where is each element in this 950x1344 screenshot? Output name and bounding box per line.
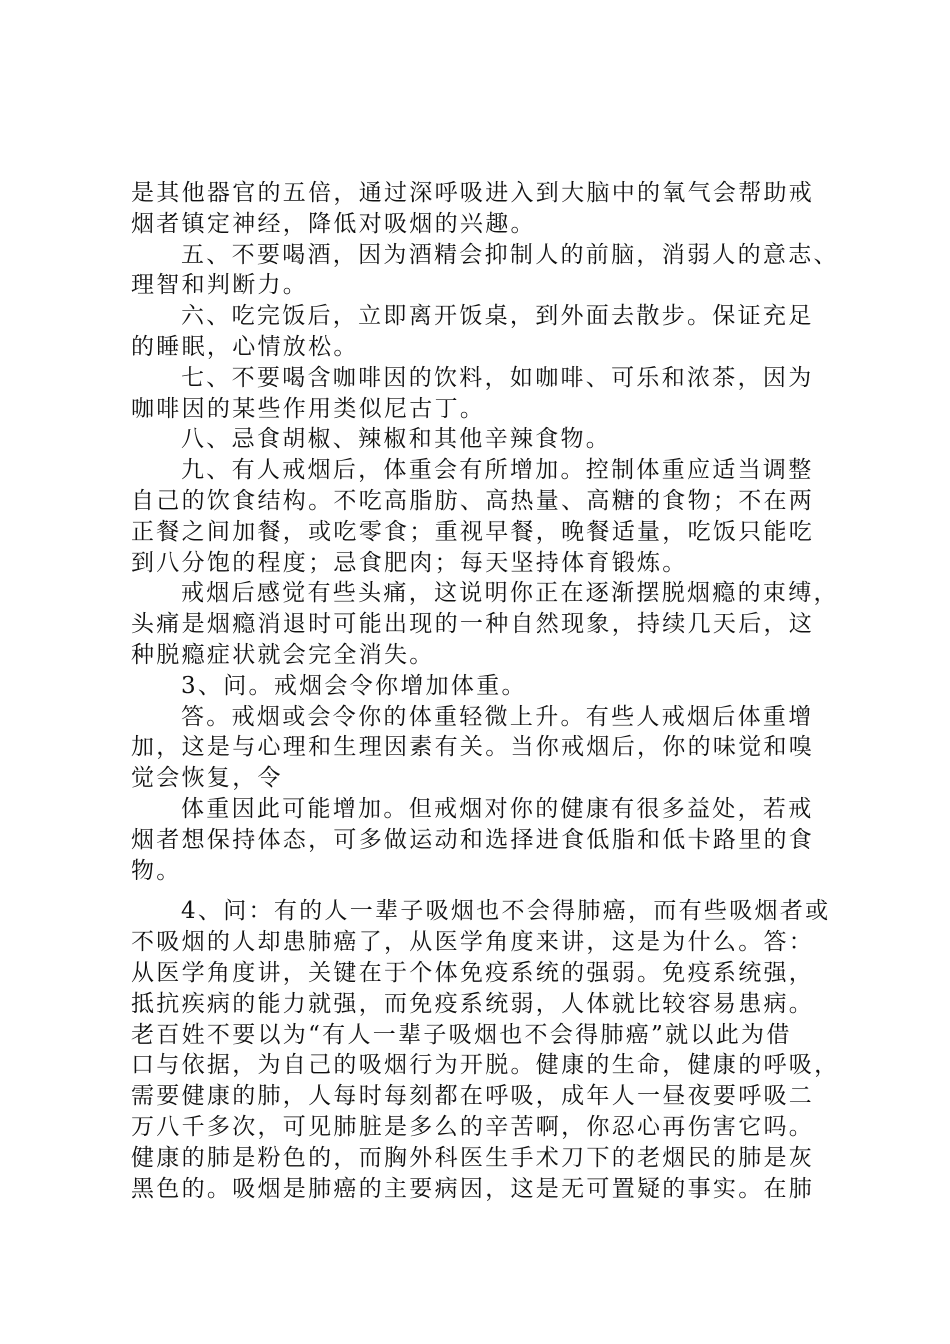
text-line: 答。戒烟或会令你的体重轻微上升。有些人戒烟后体重增 [181, 703, 814, 730]
text-line: 物。 [131, 857, 182, 884]
text-line: 不吸烟的人却患肺癌了，从医学角度来讲，这是为什么。答： [131, 929, 815, 956]
text-line: 烟者想保持体态，可多做运动和选择进食低脂和低卡路里的食 [131, 826, 815, 853]
text-line: 觉会恢复，令 [131, 765, 283, 792]
text-line: 六、吃完饭后，立即离开饭桌，到外面去散步。保证充足 [181, 303, 814, 330]
text-line: 抵抗疾病的能力就强，而免疫系统弱，人体就比较容易患病。 [131, 990, 815, 1017]
paragraph-gap [131, 886, 843, 896]
text-line: 戒烟后感觉有些头痛，这说明你正在逐渐摆脱烟瘾的束缚， [181, 580, 839, 607]
document-body [131, 178, 843, 1204]
text-line: 3、问。戒烟会令你增加体重。 [181, 672, 527, 699]
text-line: 八、忌食胡椒、辣椒和其他辛辣食物。 [181, 426, 612, 453]
text-line: 黑色的。吸烟是肺癌的主要病因，这是无可置疑的事实。在肺 [131, 1175, 815, 1202]
text-line: 种脱瘾症状就会完全消失。 [131, 641, 435, 668]
text-line: 4、问：有的人一辈子吸烟也不会得肺癌，而有些吸烟者或 [181, 898, 831, 925]
text-line: 九、有人戒烟后，体重会有所增加。控制体重应适当调整 [181, 457, 814, 484]
text-line: 体重因此可能增加。但戒烟对你的健康有很多益处，若戒 [181, 795, 814, 822]
text-line: 老百姓不要以为“有人一辈子吸烟也不会得肺癌”就以此为借 [131, 1021, 792, 1048]
text-line: 头痛是烟瘾消退时可能出现的一种自然现象，持续几天后，这 [131, 611, 815, 638]
text-line: 从医学角度讲，关键在于个体免疫系统的强弱。免疫系统强， [131, 959, 815, 986]
text-line: 正餐之间加餐，或吃零食；重视早餐，晚餐适量，吃饭只能吃 [131, 518, 815, 545]
text-line: 的睡眠，心情放松。 [131, 333, 359, 360]
text-line: 烟者镇定神经，降低对吸烟的兴趣。 [131, 210, 536, 237]
text-line: 需要健康的肺，人每时每刻都在呼吸，成年人一昼夜要呼吸二 [131, 1083, 815, 1110]
text-line: 自己的饮食结构。不吃高脂肪、高热量、高糖的食物；不在两 [131, 487, 815, 514]
text-line: 健康的肺是粉色的，而胸外科医生手术刀下的老烟民的肺是灰 [131, 1144, 815, 1171]
text-line: 五、不要喝酒，因为酒精会抑制人的前脑，消弱人的意志、 [181, 241, 839, 268]
text-line: 加，这是与心理和生理因素有关。当你戒烟后，你的味觉和嗅 [131, 734, 815, 761]
text-line: 理智和判断力。 [131, 272, 309, 299]
text-line: 七、不要喝含咖啡因的饮料，如咖啡、可乐和浓茶，因为 [181, 364, 814, 391]
text-line: 口与依据，为自己的吸烟行为开脱。健康的生命，健康的呼吸， [131, 1052, 840, 1079]
text-line: 万八千多次，可见肺脏是多么的辛苦啊，你忍心再伤害它吗。 [131, 1113, 815, 1140]
text-line: 咖啡因的某些作用类似尼古丁。 [131, 395, 486, 422]
text-line: 到八分饱的程度；忌食肥肉；每天坚持体育锻炼。 [131, 549, 688, 576]
text-line: 是其他器官的五倍，通过深呼吸进入到大脑中的氧气会帮助戒 [131, 180, 815, 206]
